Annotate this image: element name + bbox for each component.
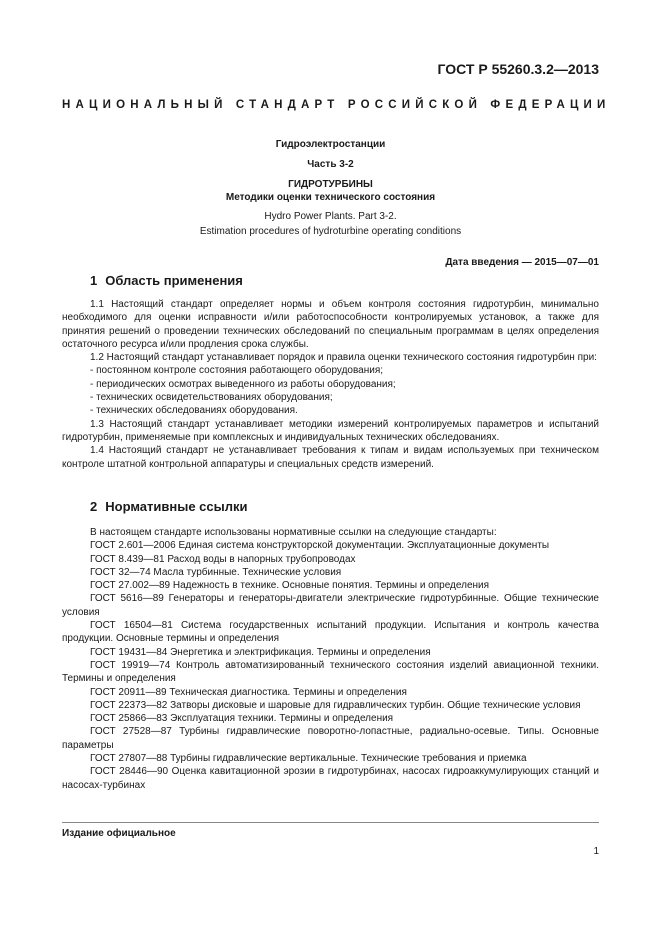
page-number: 1: [593, 846, 599, 857]
reference-item: ГОСТ 19919—74 Контроль автоматизированный технического состояния изделий авиационной техники. Термины и определения: [62, 659, 599, 685]
reference-item: ГОСТ 19431—84 Энергетика и электрификация. Термины и определения: [90, 646, 431, 658]
title-part: Часть 3-2: [307, 159, 354, 170]
title-english-line1: Hydro Power Plants. Part 3-2.: [264, 211, 397, 222]
paragraph: 1.1 Настоящий стандарт определяет нормы и объем контроля состояния гидротурбин, минимально необходимого для оценки исправности и/или работоспособности контролируемых установок, а также для принятия решений о проведении технических обследований по специальным программам в целях определения остаточного ресурса и/или продления срока службы.: [62, 299, 599, 350]
list-item: - технических освидетельствованиях оборудования;: [90, 392, 333, 404]
section-2-number: 2: [90, 499, 98, 514]
reference-item: ГОСТ 8.439—81 Расход воды в напорных трубопроводах: [90, 553, 356, 565]
reference-item: ГОСТ 25866—83 Эксплуатация техники. Термины и определения: [90, 713, 394, 725]
section-2-heading: [90, 499, 247, 514]
paragraph: 1.4 Настоящий стандарт не устанавливает требования к типам и видам используемых при техническом контроле штатной контрольной аппаратуры и специальных средств измерений.: [62, 445, 599, 470]
title-subtitle: Методики оценки технического состояния: [225, 192, 436, 203]
section-2-body: [62, 526, 599, 792]
reference-item: ГОСТ 27807—88 Турбины гидравлические вертикальные. Технические требования и приемка: [90, 753, 527, 765]
reference-item: ГОСТ 5616—89 Генераторы и генераторы-двигатели электрические гидротурбинные. Общие технические условия: [62, 593, 599, 618]
list-item: - технических обследованиях оборудования.: [90, 405, 298, 417]
gost-number: ГОСТ Р 55260.3.2—2013: [437, 61, 599, 77]
section-1-number: 1: [90, 273, 98, 288]
reference-item: ГОСТ 22373—82 Затворы дисковые и шаровые для гидравлических турбин. Общие технические условия: [90, 699, 581, 711]
reference-item: ГОСТ 32—74 Масла турбинные. Технические условия: [90, 566, 342, 578]
standard-banner: НАЦИОНАЛЬНЫЙ СТАНДАРТ РОССИЙСКОЙ ФЕДЕРАЦИИ: [62, 99, 611, 111]
title-series: Гидроэлектростанции: [275, 139, 386, 150]
reference-item: ГОСТ 2.601—2006 Единая система конструкторской документации. Эксплуатационные документы: [90, 540, 550, 552]
edition-label: Издание официальное: [62, 828, 176, 839]
reference-item: ГОСТ 20911—89 Техническая диагностика. Термины и определения: [90, 686, 407, 698]
reference-item: ГОСТ 28446—90 Оценка кавитационной эрозии в гидротурбинах, насосах гидроаккумулирующих станций и насосах-турбинах: [62, 766, 599, 791]
title-block: [62, 137, 599, 239]
section-1-heading: [90, 273, 243, 288]
reference-item: ГОСТ 27528—87 Турбины гидравлические поворотно-лопастные, радиально-осевые. Типы. Основные параметры: [62, 726, 599, 751]
section-1-body: [62, 298, 599, 471]
paragraph: В настоящем стандарте использованы нормативные ссылки на следующие стандарты:: [90, 527, 497, 538]
reference-item: ГОСТ 16504—81 Система государственных испытаний продукции. Испытания и контроль качества продукции. Основные термины и определения: [62, 620, 599, 645]
intro-date: Дата введения — 2015—07—01: [445, 257, 599, 268]
paragraph: 1.3 Настоящий стандарт устанавливает методики измерений контролируемых параметров и испытаний гидротурбин, применяемые при комплексных и индивидуальных технических обследованиях.: [62, 418, 599, 443]
section-1-title: Область применения: [105, 273, 243, 288]
footer-divider: [62, 822, 599, 823]
section-2-title: Нормативные ссылки: [105, 499, 248, 514]
title-english-line2: Estimation procedures of hydroturbine operating conditions: [199, 226, 462, 237]
list-item: - постоянном контроле состояния работающего оборудования;: [90, 365, 384, 377]
list-item: - периодических осмотрах выведенного из работы оборудования;: [90, 378, 396, 390]
title-main: ГИДРОТУРБИНЫ: [288, 179, 373, 190]
reference-item: ГОСТ 27.002—89 Надежность в технике. Основные понятия. Термины и определения: [90, 580, 490, 592]
paragraph: 1.2 Настоящий стандарт устанавливает порядок и правила оценки технического состояния гидротурбин при:: [90, 352, 597, 364]
